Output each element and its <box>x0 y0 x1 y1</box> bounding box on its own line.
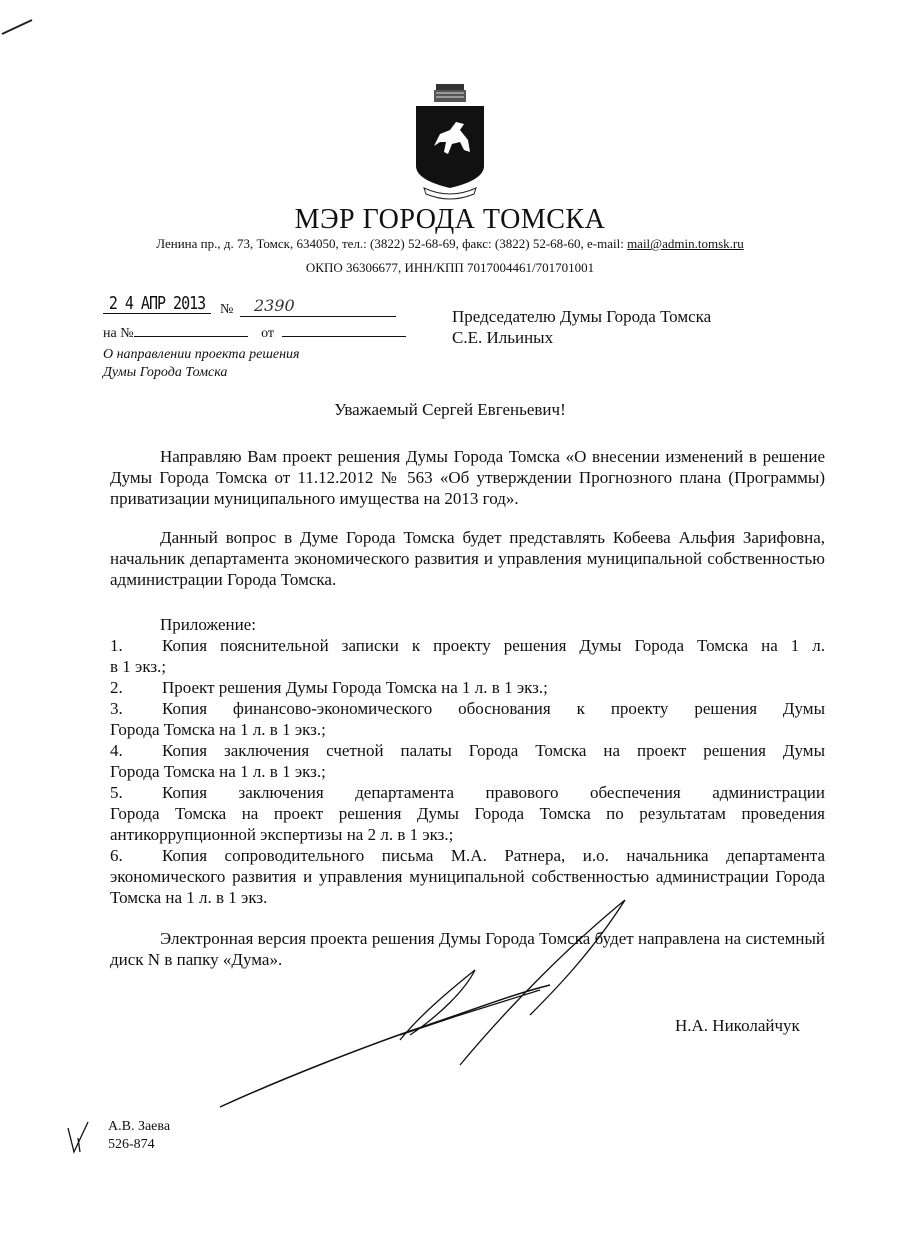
outgoing-number: 2390 <box>254 296 295 315</box>
item-number: 2. <box>110 678 123 697</box>
date-stamp: 2 4 АПР 2013 <box>108 292 206 314</box>
executor-name: А.В. Заева <box>108 1119 171 1134</box>
item-text: Копия сопроводительного письма М.А. Ратнера, и.о. начальника департамента <box>162 846 825 865</box>
initials-mark <box>60 1118 100 1158</box>
date-field <box>103 294 211 314</box>
paragraph: Данный вопрос в Думе Города Томска будет представлять Кобеева Альфия Зарифовна, начальник департамента экономического развития и управления муниципальной собственностью администрации Города Томска. <box>110 528 825 589</box>
closing-paragraph: Электронная версия проекта решения Думы Города Томска будет направлена на системный диск N в папку «Дума». <box>110 929 825 969</box>
item-text: Копия пояснительной записки к проекту решения Думы Города Томска на 1 л. <box>162 636 825 655</box>
scan-mark <box>0 0 40 40</box>
reply-number-field <box>103 322 406 342</box>
addressee-name: С.Е. Ильиных <box>452 328 554 347</box>
email-link[interactable]: mail@admin.tomsk.ru <box>627 236 744 251</box>
attachments-label: Приложение: <box>160 615 256 634</box>
addressee-title: Председателю Думы Города Томска <box>452 307 712 326</box>
executor-info <box>108 1118 170 1154</box>
number-label: № <box>220 302 234 317</box>
attachment-item <box>110 782 825 845</box>
letter-body <box>110 446 825 970</box>
paragraph: Направляю Вам проект решения Думы Города Томска «О внесении изменений в решение Думы Города Томска от 11.12.2012 № 563 «Об утверждении Прогнозного плана (Программы) приватизации муниципального имущества на 2013 год». <box>110 447 825 508</box>
letter-subject <box>103 346 300 382</box>
subject-line: Думы Города Томска <box>103 365 228 380</box>
attachment-item <box>110 740 825 782</box>
item-text-continued: в 1 экз.; <box>110 657 167 676</box>
attachments-list <box>110 635 825 908</box>
executor-phone: 526-874 <box>108 1137 155 1152</box>
item-text: Проект решения Думы Города Томска на 1 л. в 1 экз.; <box>162 678 548 697</box>
coat-of-arms-emblem <box>410 80 490 202</box>
item-text: Копия заключения департамента правового обеспечения администрации <box>162 783 825 802</box>
handwritten-signature <box>210 895 670 1115</box>
addressee <box>452 306 711 348</box>
attachment-item <box>110 677 825 698</box>
greeting: Уважаемый Сергей Евгеньевич! <box>334 400 566 419</box>
item-number: 1. <box>110 636 123 655</box>
letterhead-title: МЭР ГОРОДА ТОМСКА <box>294 204 606 235</box>
item-text-continued: экономического развития и управления муниципальной собственностью администрации Города Томска на 1 л. в 1 экз. <box>110 867 825 907</box>
item-text: Копия финансово-экономического обоснования к проекту решения Думы <box>162 699 825 718</box>
item-text-continued: Города Томска на 1 л. в 1 экз.; <box>110 720 326 739</box>
item-text: Копия заключения счетной палаты Города Томска на проект решения Думы <box>162 741 825 760</box>
subject-line: О направлении проекта решения <box>103 347 300 362</box>
item-number: 6. <box>110 846 123 865</box>
item-number: 5. <box>110 783 123 802</box>
item-number: 3. <box>110 699 123 718</box>
reply-label: на № <box>103 326 134 341</box>
attachment-item <box>110 635 825 677</box>
number-field <box>240 296 396 317</box>
signatory-name: Н.А. Николайчук <box>675 1016 800 1035</box>
letterhead-address <box>0 236 900 252</box>
item-text-continued: Города Томска на 1 л. в 1 экз.; <box>110 762 326 781</box>
attachment-item <box>110 698 825 740</box>
item-text-continued: Города Томска на проект решения Думы Города Томска по результатам проведения антикоррупционной экспертизы на 2 л. в 1 экз.; <box>110 804 825 844</box>
letterhead-codes: ОКПО 36306677, ИНН/КПП 7017004461/701701001 <box>305 260 595 275</box>
address-text: Ленина пр., д. 73, Томск, 634050, тел.: (3822) 52-68-69, факс: (3822) 52-68-60, e-mail: <box>156 236 628 251</box>
from-label: от <box>261 326 275 341</box>
item-number: 4. <box>110 741 123 760</box>
